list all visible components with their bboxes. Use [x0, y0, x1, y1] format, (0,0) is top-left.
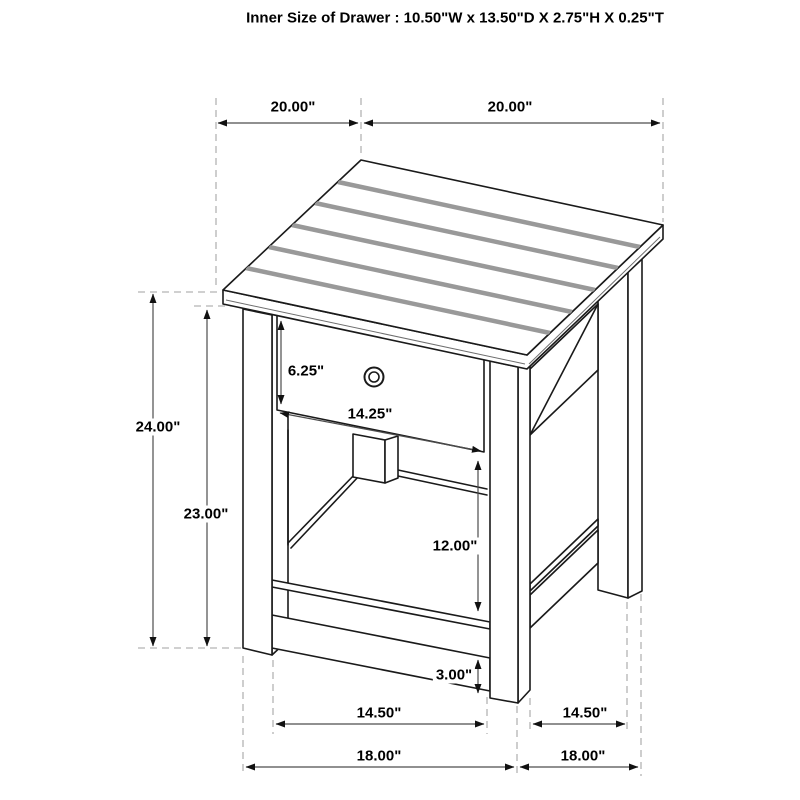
dim-label-outer-span-width: 18.00": [354, 748, 405, 765]
dim-label-under-drawer-clearance: 12.00": [430, 538, 481, 555]
dim-label-drawer-face-width: 14.25": [345, 406, 396, 423]
shelf-interior: [288, 430, 487, 548]
dim-label-inner-span-depth: 14.50": [560, 705, 611, 722]
dim-label-base-height: 3.00": [433, 667, 475, 684]
dim-label-leg-height: 23.00": [181, 506, 232, 523]
front-left-leg-face: [243, 309, 272, 655]
drawing-title: Inner Size of Drawer : 10.50"W x 13.50"D X 2.75"H X 0.25"T: [246, 9, 664, 27]
front-right-leg: [490, 355, 530, 703]
dim-label-inner-span-width: 14.50": [354, 705, 405, 722]
dim-label-drawer-face-height: 6.25": [285, 363, 327, 380]
dim-label-outer-span-depth: 18.00": [558, 748, 609, 765]
back-right-leg: [598, 259, 642, 598]
dim-label-overall-height: 24.00": [133, 419, 184, 436]
dim-label-top-span-right: 20.00": [485, 99, 536, 116]
drawer-knob: [365, 368, 384, 387]
dim-label-top-span-left: 20.00": [268, 99, 319, 116]
